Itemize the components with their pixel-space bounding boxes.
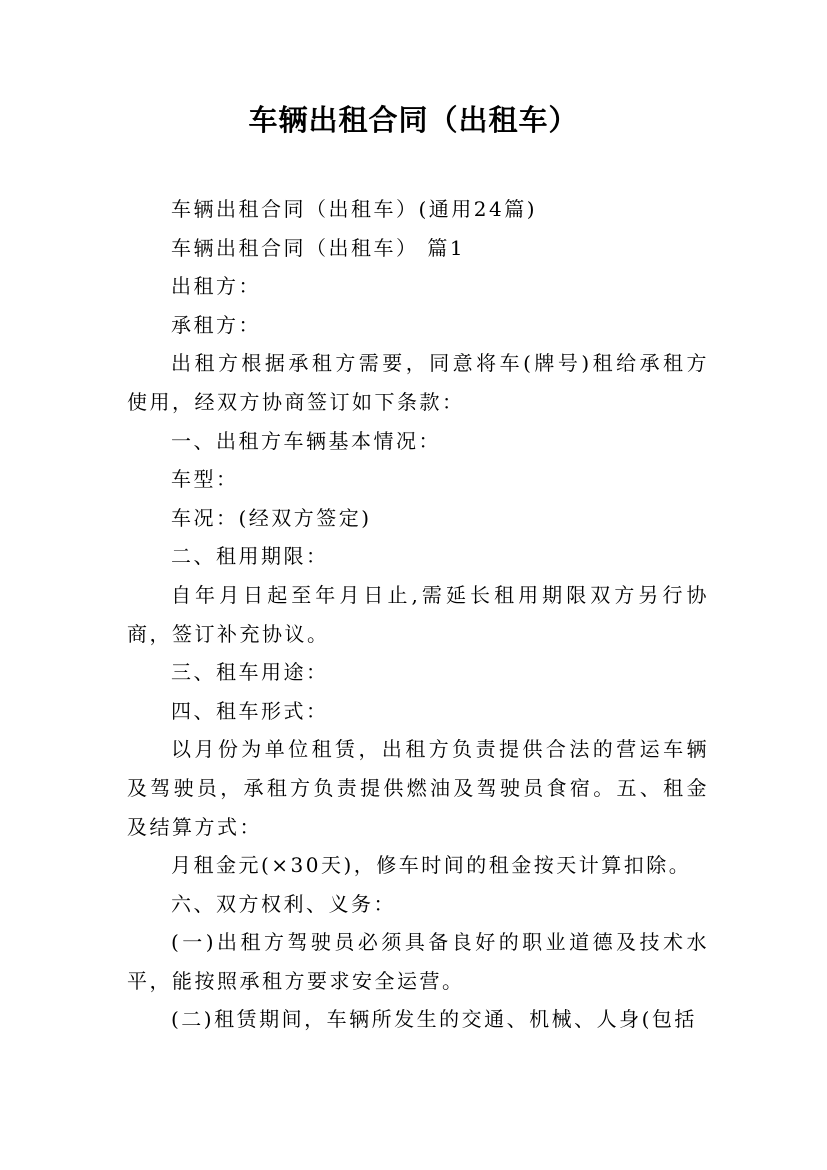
paragraph: 车辆出租合同（出租车） 篇1 bbox=[171, 235, 466, 260]
paragraph: (一)出租方驾驶员必须具备良好的职业道德及技术水平，能按照承租方要求安全运营。 bbox=[127, 930, 709, 993]
paragraph: 车辆出租合同（出租车）(通用24篇) bbox=[171, 197, 538, 221]
paragraph: 车况：(经双方签定) bbox=[171, 505, 372, 530]
paragraph: (二)租赁期间，车辆所发生的交通、机械、人身(包括 bbox=[171, 1007, 697, 1032]
paragraph: 出租方： bbox=[171, 274, 261, 299]
paragraph: 以月份为单位租赁，出租方负责提供合法的营运车辆及驾驶员，承租方负责提供燃油及驾驶员食宿。五、租金及结算方式： bbox=[127, 737, 709, 839]
paragraph: 承租方： bbox=[171, 312, 261, 337]
paragraph: 月租金元(×30天)，修车时间的租金按天计算扣除。 bbox=[171, 853, 692, 878]
paragraph: 一、出租方车辆基本情况： bbox=[171, 428, 441, 453]
paragraph: 四、租车形式： bbox=[171, 698, 329, 723]
paragraph: 出租方根据承租方需要，同意将车(牌号)租给承租方使用，经双方协商签订如下条款： bbox=[127, 351, 709, 414]
document-title: 车辆出租合同（出租车） bbox=[248, 103, 579, 137]
paragraph: 三、租车用途： bbox=[171, 660, 329, 685]
document-body bbox=[127, 190, 709, 1039]
paragraph: 六、双方权利、义务： bbox=[171, 891, 396, 916]
paragraph: 车型： bbox=[171, 467, 239, 492]
paragraph: 二、租用期限： bbox=[171, 544, 329, 569]
paragraph: 自年月日起至年月日止,需延长租用期限双方另行协商，签订补充协议。 bbox=[127, 582, 709, 646]
